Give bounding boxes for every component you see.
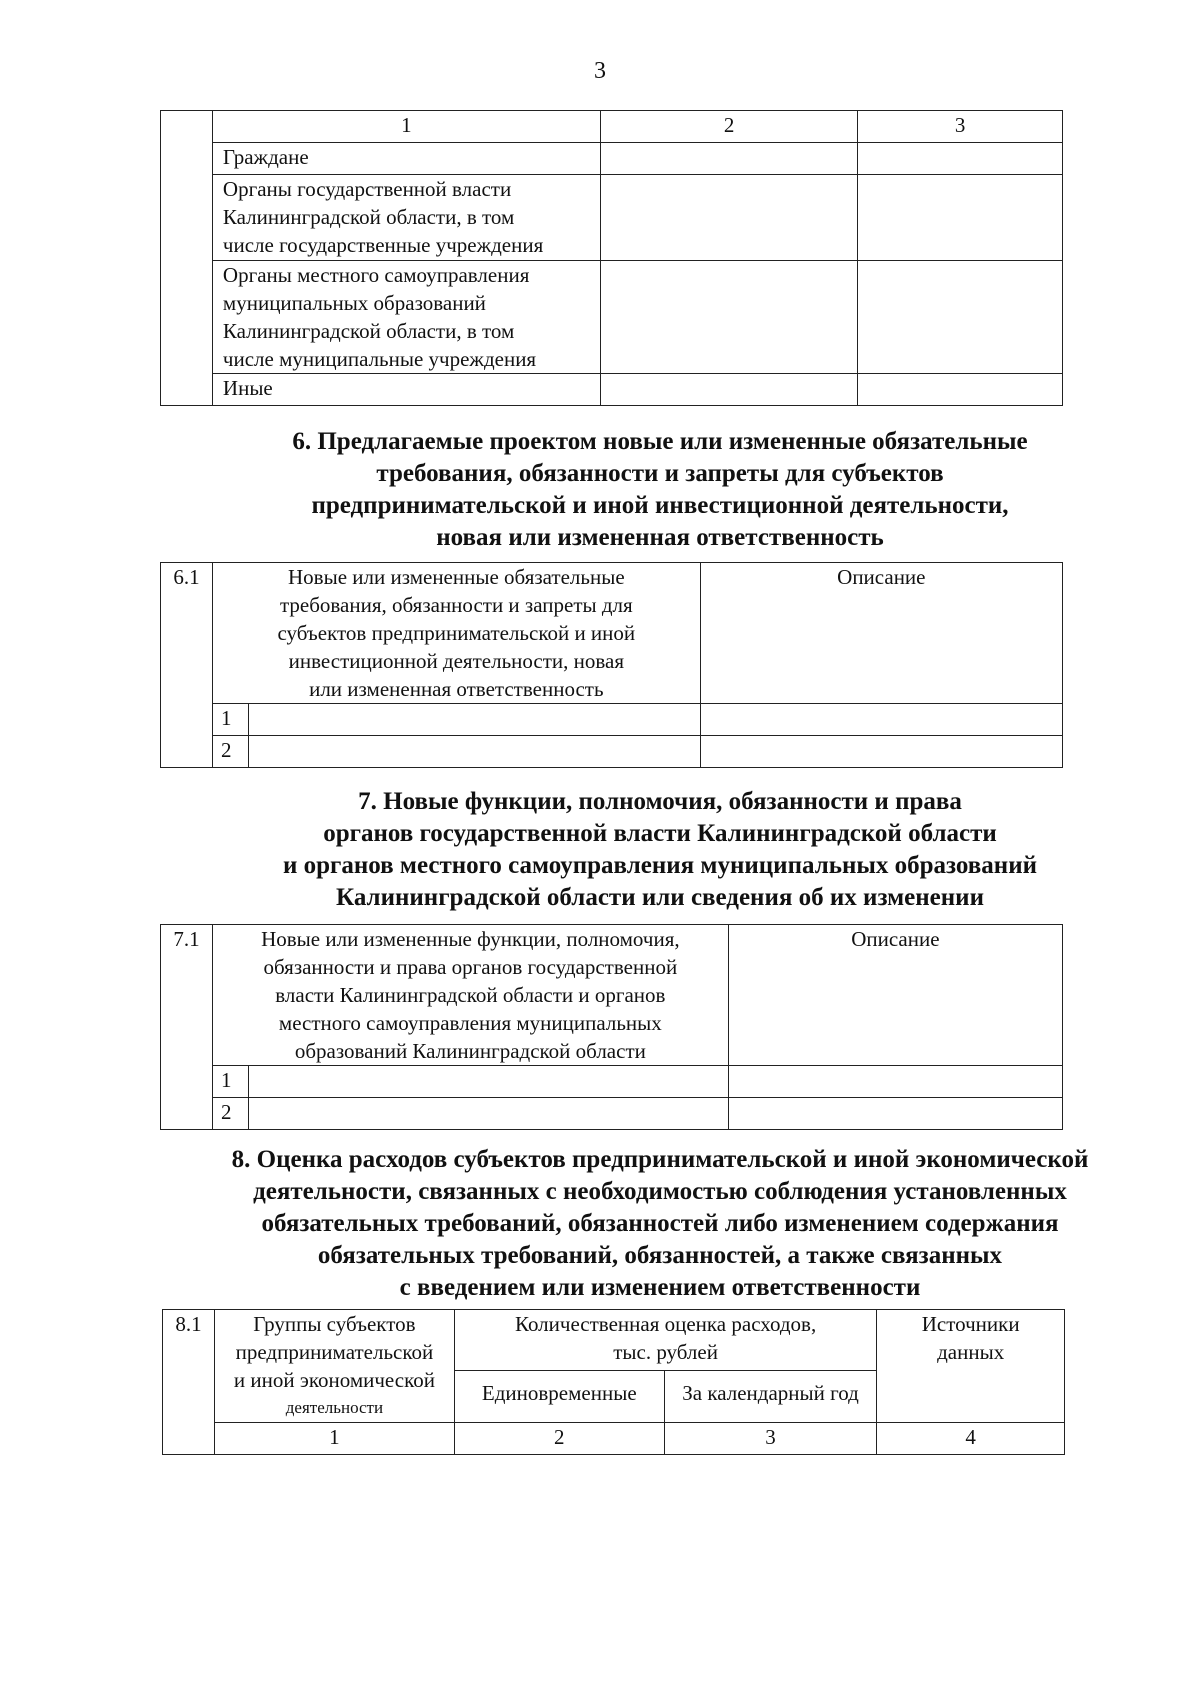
row-label-state-authorities: Органы государственной власти Калининградской области, в том числе государственные учреждения xyxy=(212,175,600,261)
column-header-description: Описание xyxy=(728,925,1062,1066)
column-number-4: 4 xyxy=(877,1423,1065,1455)
column-header-per-year: За календарный год xyxy=(664,1371,877,1423)
table-cell xyxy=(248,736,700,768)
page-number: 3 xyxy=(594,58,606,84)
table-cell xyxy=(600,143,858,175)
column-header-data-sources: Источники данных xyxy=(877,1310,1065,1423)
section-6-heading: 6. Предлагаемые проектом новые или измененные обязательные требования, обязанности и запреты для субъектов предпринимательской и иной инвестиционной деятельности, новая или измененная ответственность xyxy=(292,428,1028,551)
table-cell xyxy=(248,1098,728,1130)
table-cell xyxy=(700,704,1062,736)
table-cell xyxy=(248,1066,728,1098)
row-number: 1 xyxy=(212,704,248,736)
row-number: 1 xyxy=(212,1066,248,1098)
column-header-2: 2 xyxy=(600,111,858,143)
table-cell xyxy=(728,1098,1062,1130)
section-8-heading: 8. Оценка расходов субъектов предпринимательской и иной экономической деятельности, связанных с необходимостью соблюдения установленных обязательных требований, обязанностей либо изменением содержания обязательных требований, обязанностей, а также связанных с введением или изменением ответственности xyxy=(231,1146,1089,1301)
table-cell xyxy=(600,175,858,261)
column-header-groups: Группы субъектов предпринимательской и иной экономической деятельности xyxy=(214,1310,454,1423)
row-number: 2 xyxy=(212,1098,248,1130)
section-7-heading: 7. Новые функции, полномочия, обязанности и права органов государственной власти Калининградской области и органов местного самоуправления муниципальных образований Калининградской области или сведения об их изменении xyxy=(282,788,1038,911)
column-header-3: 3 xyxy=(858,111,1063,143)
column-number-2: 2 xyxy=(454,1423,664,1455)
column-header-cost-estimate: Количественная оценка расходов, тыс. рублей xyxy=(454,1310,876,1371)
column-header-description: Описание xyxy=(700,563,1062,704)
table-number: 7.1 xyxy=(161,925,213,1130)
row-label-local-government: Органы местного самоуправления муниципальных образований Калининградской области, в том числе муниципальные учреждения xyxy=(212,261,600,374)
table-section6 xyxy=(160,562,1063,768)
table-cell xyxy=(858,175,1063,261)
table-section7 xyxy=(160,924,1063,1130)
table-cell xyxy=(600,261,858,374)
table-cell xyxy=(248,704,700,736)
row-label-citizens: Граждане xyxy=(212,143,600,175)
table-cell xyxy=(728,1066,1062,1098)
table-cell xyxy=(858,374,1063,406)
column-header-requirements: Новые или измененные обязательные требования, обязанности и запреты для субъектов предпринимательской и иной инвестиционной деятельности, новая или измененная ответственность xyxy=(212,563,700,704)
column-header-functions: Новые или измененные функции, полномочия, обязанности и права органов государственной власти Калининградской области и органов местного самоуправления муниципальных образований Калининградской области xyxy=(212,925,728,1066)
table-cell xyxy=(700,736,1062,768)
table-cell xyxy=(858,143,1063,175)
column-number-3: 3 xyxy=(664,1423,877,1455)
table-section5-continuation xyxy=(160,110,1063,406)
row-number: 2 xyxy=(212,736,248,768)
column-header-1: 1 xyxy=(212,111,600,143)
row-label-other: Иные xyxy=(212,374,600,406)
table-cell xyxy=(858,261,1063,374)
blank-left-column xyxy=(161,111,213,406)
column-number-1: 1 xyxy=(214,1423,454,1455)
table-number: 8.1 xyxy=(163,1310,215,1455)
table-number: 6.1 xyxy=(161,563,213,768)
column-header-one-time: Единовременные xyxy=(454,1371,664,1423)
table-section8 xyxy=(162,1309,1065,1455)
table-cell xyxy=(600,374,858,406)
